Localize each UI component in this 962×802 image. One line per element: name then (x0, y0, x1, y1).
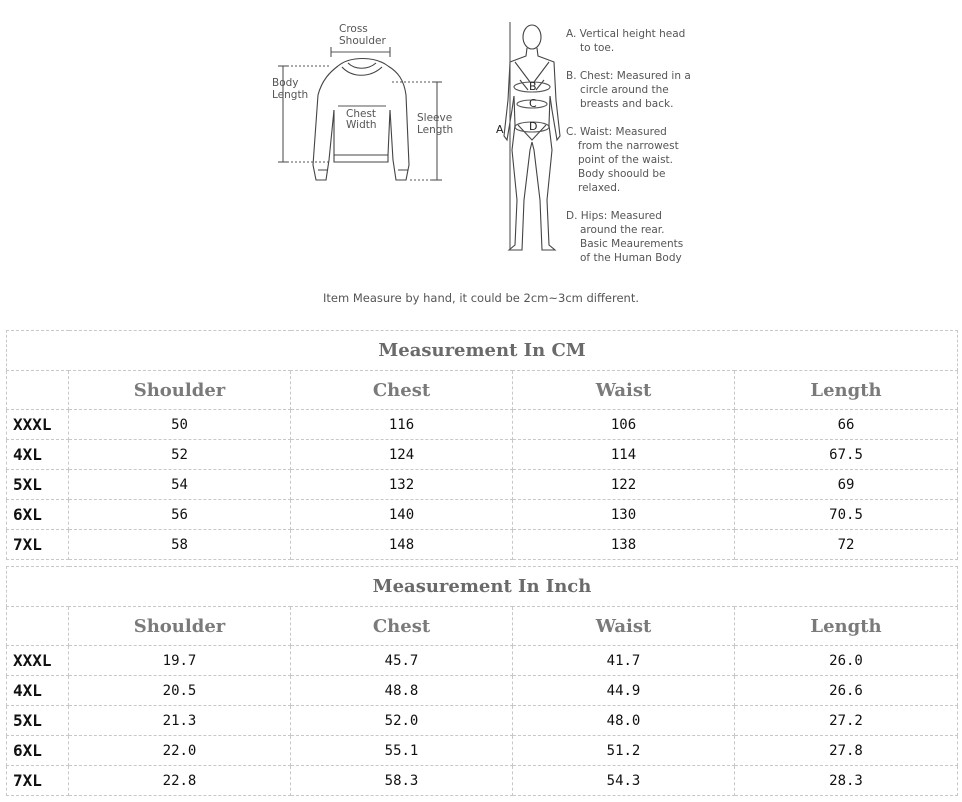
table-row (7, 766, 958, 796)
value-cell: 48.8 (291, 676, 513, 706)
legend-d-line-1: D. Hips: Measured (566, 210, 662, 222)
measurement-diagram (0, 0, 962, 320)
value-cell: 45.7 (291, 646, 513, 676)
measure-note: Item Measure by hand, it could be 2cm~3cm different. (322, 291, 640, 305)
size-cell: 6XL (7, 500, 69, 530)
value-cell: 27.2 (735, 706, 958, 736)
size-cell: XXXL (7, 646, 69, 676)
value-cell: 148 (291, 530, 513, 560)
legend-c-line-3: point of the waist. (578, 154, 674, 166)
size-cell: 5XL (7, 470, 69, 500)
size-cell: 4XL (7, 676, 69, 706)
legend-c-line-5: relaxed. (578, 182, 621, 194)
header-chest: Chest (291, 371, 513, 410)
cross-shoulder-label-1: Cross (339, 23, 368, 35)
value-cell: 72 (735, 530, 958, 560)
value-cell: 20.5 (69, 676, 291, 706)
inch-size-table (6, 566, 958, 796)
value-cell: 67.5 (735, 440, 958, 470)
value-cell: 41.7 (513, 646, 735, 676)
legend-d-line-2: around the rear. (580, 224, 665, 236)
value-cell: 22.0 (69, 736, 291, 766)
legend-d-line-3: Basic Meaurements (580, 238, 684, 250)
value-cell: 58 (69, 530, 291, 560)
header-length: Length (735, 607, 958, 646)
value-cell: 116 (291, 410, 513, 440)
chest-width-label-2: Width (346, 119, 377, 131)
value-cell: 19.7 (69, 646, 291, 676)
body-length-label-1: Body (272, 77, 299, 89)
cm-size-table (6, 330, 958, 560)
table-title: Measurement In CM (7, 331, 958, 371)
header-chest: Chest (291, 607, 513, 646)
value-cell: 26.0 (735, 646, 958, 676)
body-letter-c: C (529, 97, 537, 110)
size-cell: 7XL (7, 530, 69, 560)
value-cell: 44.9 (513, 676, 735, 706)
legend-c-line-4: Body shoould be (578, 168, 666, 180)
legend-d-line-4: of the Human Body (580, 252, 682, 264)
legend-c-line-2: from the narrowest (578, 140, 679, 152)
value-cell: 50 (69, 410, 291, 440)
value-cell: 52.0 (291, 706, 513, 736)
legend-a-line-2: to toe. (580, 42, 615, 54)
size-cell: XXXL (7, 410, 69, 440)
value-cell: 132 (291, 470, 513, 500)
table-row (7, 706, 958, 736)
header-waist: Waist (513, 607, 735, 646)
chest-width-label-1: Chest (346, 108, 377, 120)
size-cell: 7XL (7, 766, 69, 796)
legend-b-line-1: B. Chest: Measured in a (566, 70, 691, 82)
table-row (7, 530, 958, 560)
legend-c-line-1: C. Waist: Measured (566, 126, 667, 138)
body-letter-d: D (529, 120, 538, 133)
body-letter-b: B (529, 80, 537, 93)
value-cell: 138 (513, 530, 735, 560)
value-cell: 130 (513, 500, 735, 530)
value-cell: 114 (513, 440, 735, 470)
header-shoulder: Shoulder (69, 607, 291, 646)
table-row (7, 500, 958, 530)
value-cell: 26.6 (735, 676, 958, 706)
header-shoulder: Shoulder (69, 371, 291, 410)
value-cell: 58.3 (291, 766, 513, 796)
value-cell: 69 (735, 470, 958, 500)
header-cell (7, 371, 69, 410)
value-cell: 140 (291, 500, 513, 530)
value-cell: 54.3 (513, 766, 735, 796)
body-letter-a: A (496, 123, 504, 136)
table-row (7, 646, 958, 676)
value-cell: 66 (735, 410, 958, 440)
value-cell: 51.2 (513, 736, 735, 766)
size-cell: 5XL (7, 706, 69, 736)
size-cell: 6XL (7, 736, 69, 766)
value-cell: 106 (513, 410, 735, 440)
table-row (7, 736, 958, 766)
size-cell: 4XL (7, 440, 69, 470)
header-cell (7, 607, 69, 646)
sleeve-length-label-1: Sleeve (417, 112, 453, 124)
table-row (7, 410, 958, 440)
table-title: Measurement In Inch (7, 567, 958, 607)
value-cell: 124 (291, 440, 513, 470)
legend-b-line-3: breasts and back. (580, 98, 674, 110)
value-cell: 48.0 (513, 706, 735, 736)
sleeve-length-label-2: Length (417, 124, 454, 136)
cross-shoulder-label-2: Shoulder (339, 35, 386, 47)
value-cell: 54 (69, 470, 291, 500)
cross-shoulder-arrow (331, 47, 390, 57)
table-row (7, 676, 958, 706)
value-cell: 52 (69, 440, 291, 470)
value-cell: 21.3 (69, 706, 291, 736)
table-row (7, 440, 958, 470)
value-cell: 122 (513, 470, 735, 500)
body-length-label-2: Length (272, 89, 309, 101)
diagram-drawings (0, 0, 962, 290)
value-cell: 22.8 (69, 766, 291, 796)
legend-a-line-1: A. Vertical height head (566, 28, 686, 40)
value-cell: 56 (69, 500, 291, 530)
value-cell: 27.8 (735, 736, 958, 766)
value-cell: 70.5 (735, 500, 958, 530)
value-cell: 28.3 (735, 766, 958, 796)
legend-b-line-2: circle around the (580, 84, 669, 96)
table-row (7, 470, 958, 500)
header-waist: Waist (513, 371, 735, 410)
human-body-illustration (504, 25, 560, 250)
value-cell: 55.1 (291, 736, 513, 766)
header-length: Length (735, 371, 958, 410)
